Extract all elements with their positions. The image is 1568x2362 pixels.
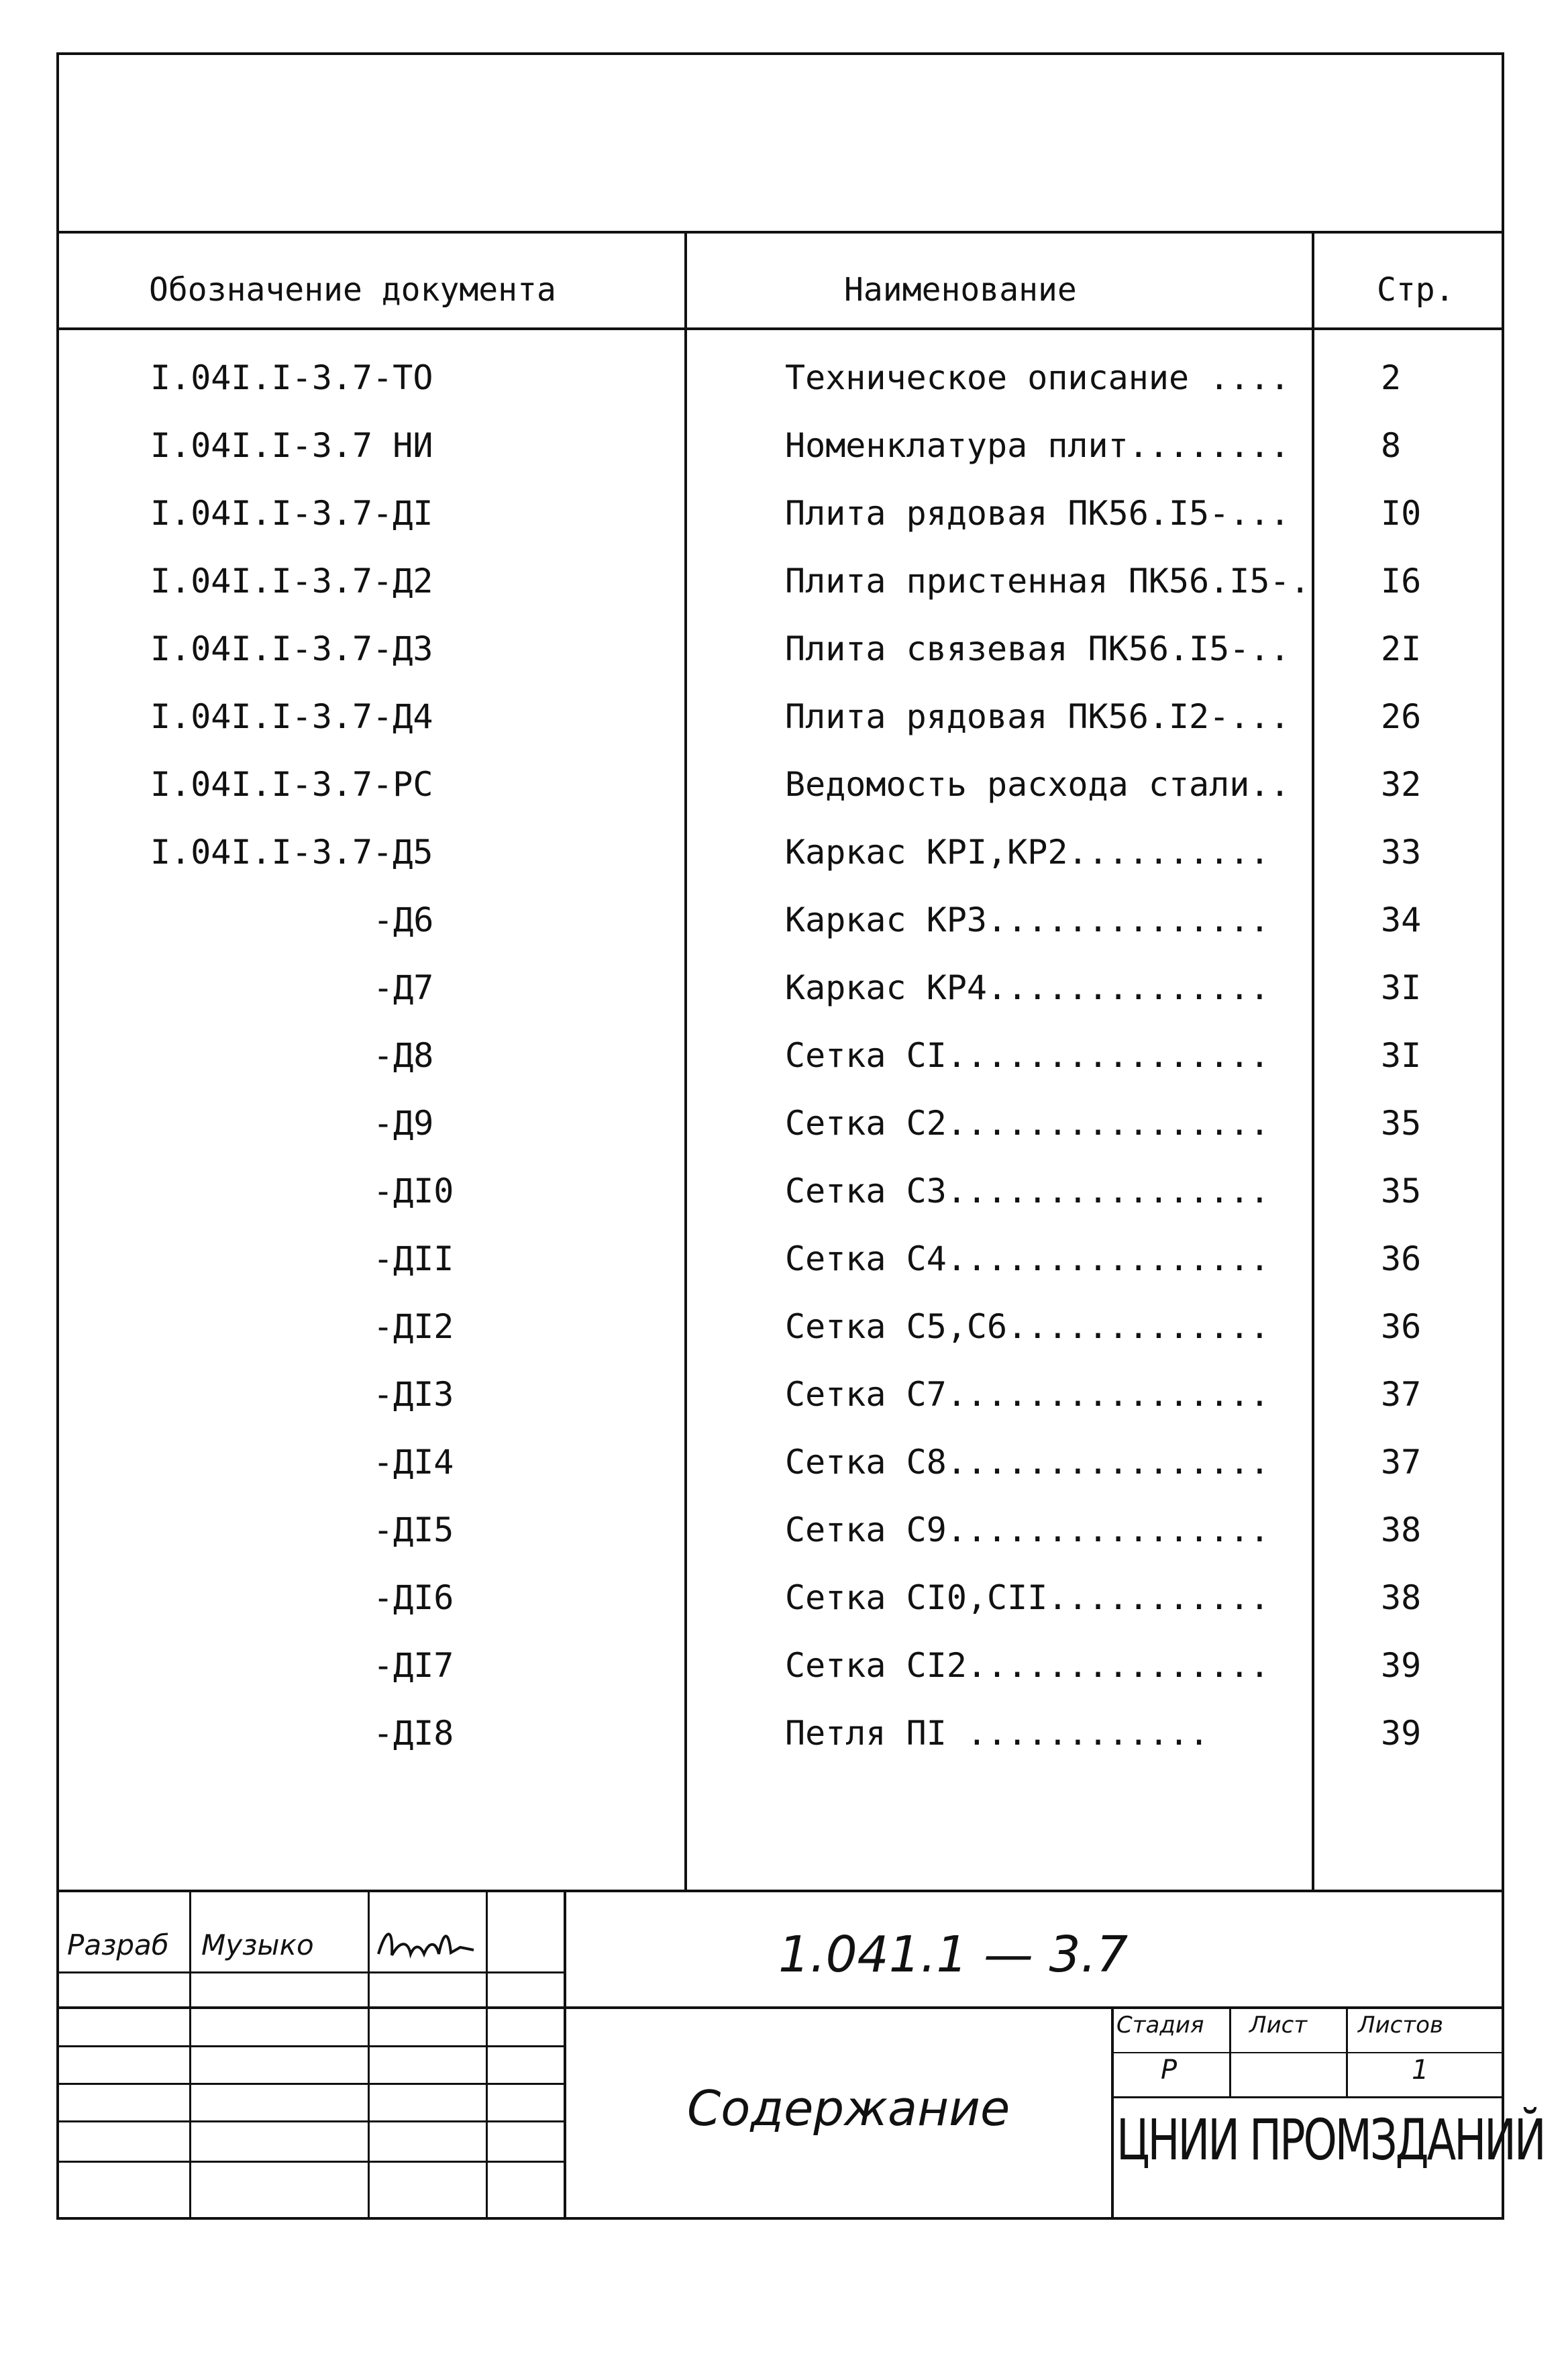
- row-designation: -ДI5: [373, 1510, 454, 1549]
- title-block-row-2: [56, 2006, 1504, 2009]
- header-bottom-rule: [56, 327, 1504, 330]
- row-name: Каркас КРI,КР2..........: [785, 833, 1270, 872]
- row-name: Сетка СI2...............: [785, 1646, 1270, 1685]
- stage-cell-divider-1: [1229, 2006, 1231, 2096]
- stage-value: Р: [1161, 2055, 1178, 2086]
- row-designation: -ДI2: [373, 1307, 454, 1346]
- stage-cell-divider-2: [1346, 2006, 1348, 2096]
- row-page: 3I: [1381, 968, 1422, 1007]
- row-page: 36: [1381, 1307, 1422, 1346]
- row-page: I0: [1381, 494, 1422, 533]
- row-designation: -Д8: [373, 1036, 434, 1075]
- row-page: 35: [1381, 1172, 1422, 1211]
- title-block-top-rule: [56, 1890, 1504, 1892]
- document-title: Содержание: [687, 2080, 1010, 2137]
- title-block-row-4: [56, 2083, 566, 2085]
- row-designation: -Д9: [373, 1104, 434, 1143]
- row-name: Петля ПI ............: [785, 1714, 1210, 1753]
- header-name: Наименование: [844, 271, 1077, 309]
- row-name: Каркас КР4..............: [785, 968, 1270, 1007]
- title-block-divider-a: [189, 1890, 191, 2220]
- row-designation: I.04I.I-3.7-Д4: [150, 697, 433, 736]
- row-name: Номенклатура плит........: [785, 426, 1290, 465]
- row-page: 37: [1381, 1443, 1422, 1482]
- row-page: 34: [1381, 901, 1422, 939]
- row-designation: -ДI8: [373, 1714, 454, 1753]
- row-name: Сетка С7................: [785, 1375, 1270, 1414]
- row-name: Сетка СI................: [785, 1036, 1270, 1075]
- row-name: Плита пристенная ПК56.I5-.: [785, 562, 1310, 601]
- developer-name: Музыко: [201, 1929, 314, 1961]
- row-page: 2: [1381, 358, 1402, 397]
- row-designation: I.04I.I-3.7-РС: [150, 765, 433, 804]
- row-designation: I.04I.I-3.7 НИ: [150, 426, 433, 465]
- row-name: Сетка С8................: [785, 1443, 1270, 1482]
- row-name: Сетка С9................: [785, 1510, 1270, 1549]
- row-page: 37: [1381, 1375, 1422, 1414]
- row-page: 8: [1381, 426, 1402, 465]
- row-name: Каркас КР3..............: [785, 901, 1270, 939]
- row-designation: -Д6: [373, 901, 434, 939]
- row-name: Сетка СI0,СII...........: [785, 1578, 1270, 1617]
- title-block-row-5: [56, 2120, 566, 2122]
- title-block-divider-c: [486, 1890, 488, 2220]
- title-block-divider-b: [368, 1890, 370, 2220]
- row-designation: -Д7: [373, 968, 434, 1007]
- row-name: Техническое описание ....: [785, 358, 1290, 397]
- row-designation: -ДI4: [373, 1443, 454, 1482]
- row-designation: -ДI3: [373, 1375, 454, 1414]
- title-block-divider-d: [564, 1890, 566, 2220]
- row-name: Плита рядовая ПК56.I2-...: [785, 697, 1290, 736]
- row-page: 2I: [1381, 629, 1422, 668]
- row-page: 3I: [1381, 1036, 1422, 1075]
- row-name: Сетка С2................: [785, 1104, 1270, 1143]
- row-page: 39: [1381, 1714, 1422, 1753]
- row-page: 26: [1381, 697, 1422, 736]
- column-divider-2: [1312, 231, 1314, 1892]
- organization-name: ЦНИИ ПРОМЗДАНИЙ: [1116, 2107, 1545, 2173]
- row-name: Ведомость расхода стали..: [785, 765, 1290, 804]
- stage-cell-midline: [1111, 2052, 1504, 2053]
- row-page: 38: [1381, 1578, 1422, 1617]
- row-designation: I.04I.I-3.7-ТО: [150, 358, 433, 397]
- row-page: 39: [1381, 1646, 1422, 1685]
- row-designation: -ДI6: [373, 1578, 454, 1617]
- document-code: 1.041.1 — 3.7: [778, 1926, 1129, 1984]
- title-block-divider-e: [1111, 2006, 1114, 2220]
- row-designation: -ДI7: [373, 1646, 454, 1685]
- row-designation: I.04I.I-3.7-Д2: [150, 562, 433, 601]
- row-designation: I.04I.I-3.7-Д3: [150, 629, 433, 668]
- row-designation: I.04I.I-3.7-ДI: [150, 494, 433, 533]
- sheet-label: Лист: [1249, 2012, 1308, 2039]
- row-page: 36: [1381, 1239, 1422, 1278]
- header-page: Стр.: [1377, 271, 1455, 309]
- row-name: Плита связевая ПК56.I5-..: [785, 629, 1290, 668]
- row-name: Плита рядовая ПК56.I5-...: [785, 494, 1290, 533]
- row-name: Сетка С3................: [785, 1172, 1270, 1211]
- row-page: 35: [1381, 1104, 1422, 1143]
- header-designation: Обозначение документа: [149, 271, 556, 309]
- row-name: Сетка С4................: [785, 1239, 1270, 1278]
- sheets-value: 1: [1412, 2055, 1429, 2086]
- stage-cell-bottom-rule: [1111, 2096, 1504, 2098]
- sheets-label: Листов: [1358, 2012, 1444, 2039]
- row-designation: -ДI0: [373, 1172, 454, 1211]
- title-block-row-6: [56, 2161, 566, 2163]
- role-label: Разраб: [67, 1929, 169, 1961]
- developer-signature: [373, 1920, 480, 1967]
- row-page: I6: [1381, 562, 1422, 601]
- row-name: Сетка С5,С6.............: [785, 1307, 1270, 1346]
- row-page: 32: [1381, 765, 1422, 804]
- column-divider-1: [684, 231, 687, 1892]
- title-block-row-3: [56, 2045, 566, 2047]
- header-top-rule: [56, 231, 1504, 234]
- row-designation: I.04I.I-3.7-Д5: [150, 833, 433, 872]
- row-designation: -ДII: [373, 1239, 454, 1278]
- row-page: 33: [1381, 833, 1422, 872]
- stage-label: Стадия: [1116, 2012, 1204, 2039]
- row-page: 38: [1381, 1510, 1422, 1549]
- title-block-row-1: [56, 1971, 566, 1973]
